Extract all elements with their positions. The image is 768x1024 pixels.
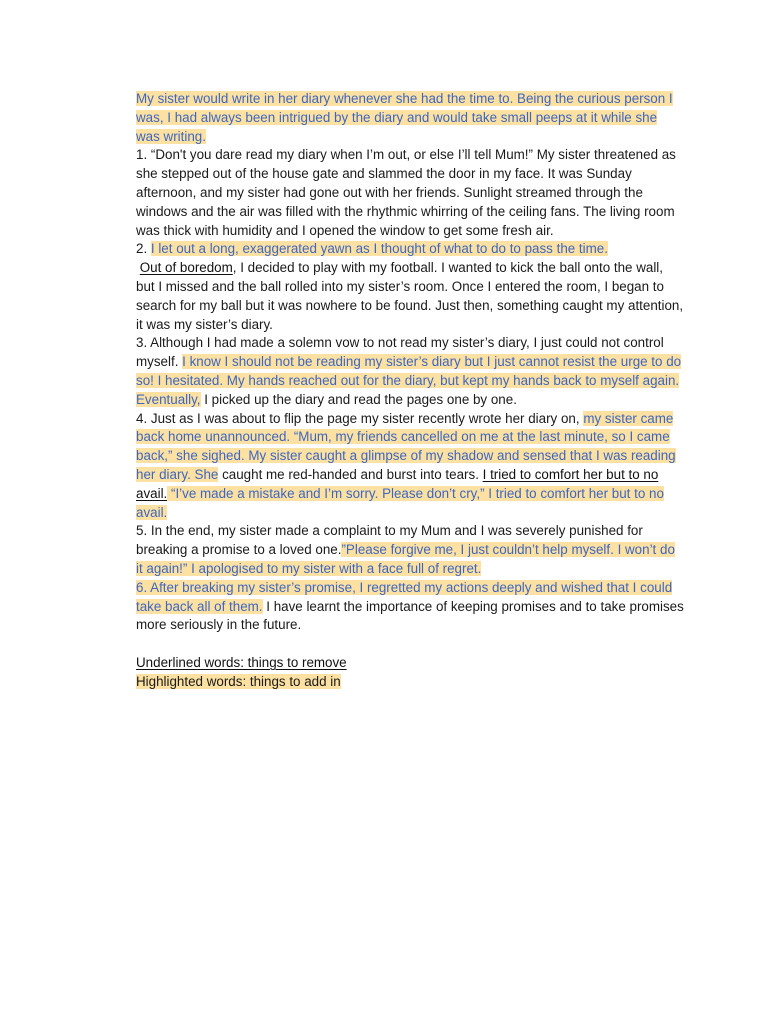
paragraph-text: I picked up the diary and read the pages one by one. xyxy=(200,391,517,407)
intro-paragraph xyxy=(136,90,684,146)
paragraph-text: , I decided to play with my football. I wanted to kick the ball onto the wall, but I missed and the ball rolled into my sister’s room. Once I entered the room, I began to search for my ball but it was nowhere to be found. Just then, something caught my attention, it was my sister’s diary. xyxy=(136,260,684,332)
paragraph-text: 5. In the end, my sister made a complaint to my Mum and I was severely punished for breaking a promise to a loved one. xyxy=(136,523,643,558)
paragraph-6 xyxy=(136,579,684,635)
legend-underlined-text: Underlined words: things to remove xyxy=(136,654,347,670)
highlighted-text: 6. After breaking my sister’s promise, I regretted my actions deeply and wished that I could take back all of them. xyxy=(136,579,673,614)
underlined-text: I tried to comfort her but to no avail. xyxy=(136,466,659,501)
highlighted-text: I know I should not be reading my sister’s diary but I just cannot resist the urge to do so! I hesitated. My hands reached out for the diary, but kept my hands back to myself again. Eventually, xyxy=(136,354,682,407)
highlighted-text: ”Please forgive me, I just couldn’t help myself. I won’t do it again!” I apologised to my sister with a face full of regret. xyxy=(136,542,675,576)
paragraph-text: 1. “Don't you dare read my diary when I’m out, or else I’ll tell Mum!” My sister threatened as she stepped out of the house gate and slammed the door in my face. It was Sunday afternoon, and my sister had gone out with her friends. Sunlight streamed through the windows and the air was filled with the rhythmic whirring of the ceiling fans. The living room was thick with humidity and I opened the window to get some fresh air. xyxy=(136,147,676,238)
paragraph-text: 3. Although I had made a solemn vow to not read my sister’s diary, I just could not control myself. xyxy=(136,335,664,370)
paragraph-3 xyxy=(136,334,684,409)
legend-highlighted-text: Highlighted words: things to add in xyxy=(136,673,341,689)
legend-underlined xyxy=(136,654,684,673)
document-page xyxy=(136,90,684,692)
paragraph-4 xyxy=(136,410,684,523)
paragraph-2 xyxy=(136,240,684,334)
paragraph-5 xyxy=(136,522,684,578)
highlighted-text: “I’ve made a mistake and I’m sorry. Please don’t cry,” I tried to comfort her but to no avail. xyxy=(136,485,664,520)
legend-highlighted xyxy=(136,673,684,692)
paragraph-number: 2. xyxy=(136,241,151,257)
paragraph-text: 4. Just as I was about to flip the page my sister recently wrote her diary on, xyxy=(136,410,584,426)
underlined-text: Out of boredom xyxy=(139,260,233,276)
highlighted-text: I let out a long, exaggerated yawn as I thought of what to do to pass the time. xyxy=(150,241,608,257)
paragraph-text: caught me red-handed and burst into tears. xyxy=(218,466,483,482)
highlighted-text: my sister came back home unannounced. “Mum, my friends cancelled on me at the last minute, so I came back,” she sighed. My sister caught a glimpse of my shadow and sensed that I was reading her diary. She xyxy=(136,410,676,482)
paragraph-text: I have learnt the importance of keeping promises and to take promises more seriously in the future. xyxy=(136,598,684,633)
blank-line xyxy=(136,635,684,654)
paragraph-1 xyxy=(136,146,684,240)
highlighted-text: My sister would write in her diary whenever she had the time to. Being the curious person I was, I had always been intrigued by the diary and would take small peeps at it while she was writing. xyxy=(136,91,673,144)
